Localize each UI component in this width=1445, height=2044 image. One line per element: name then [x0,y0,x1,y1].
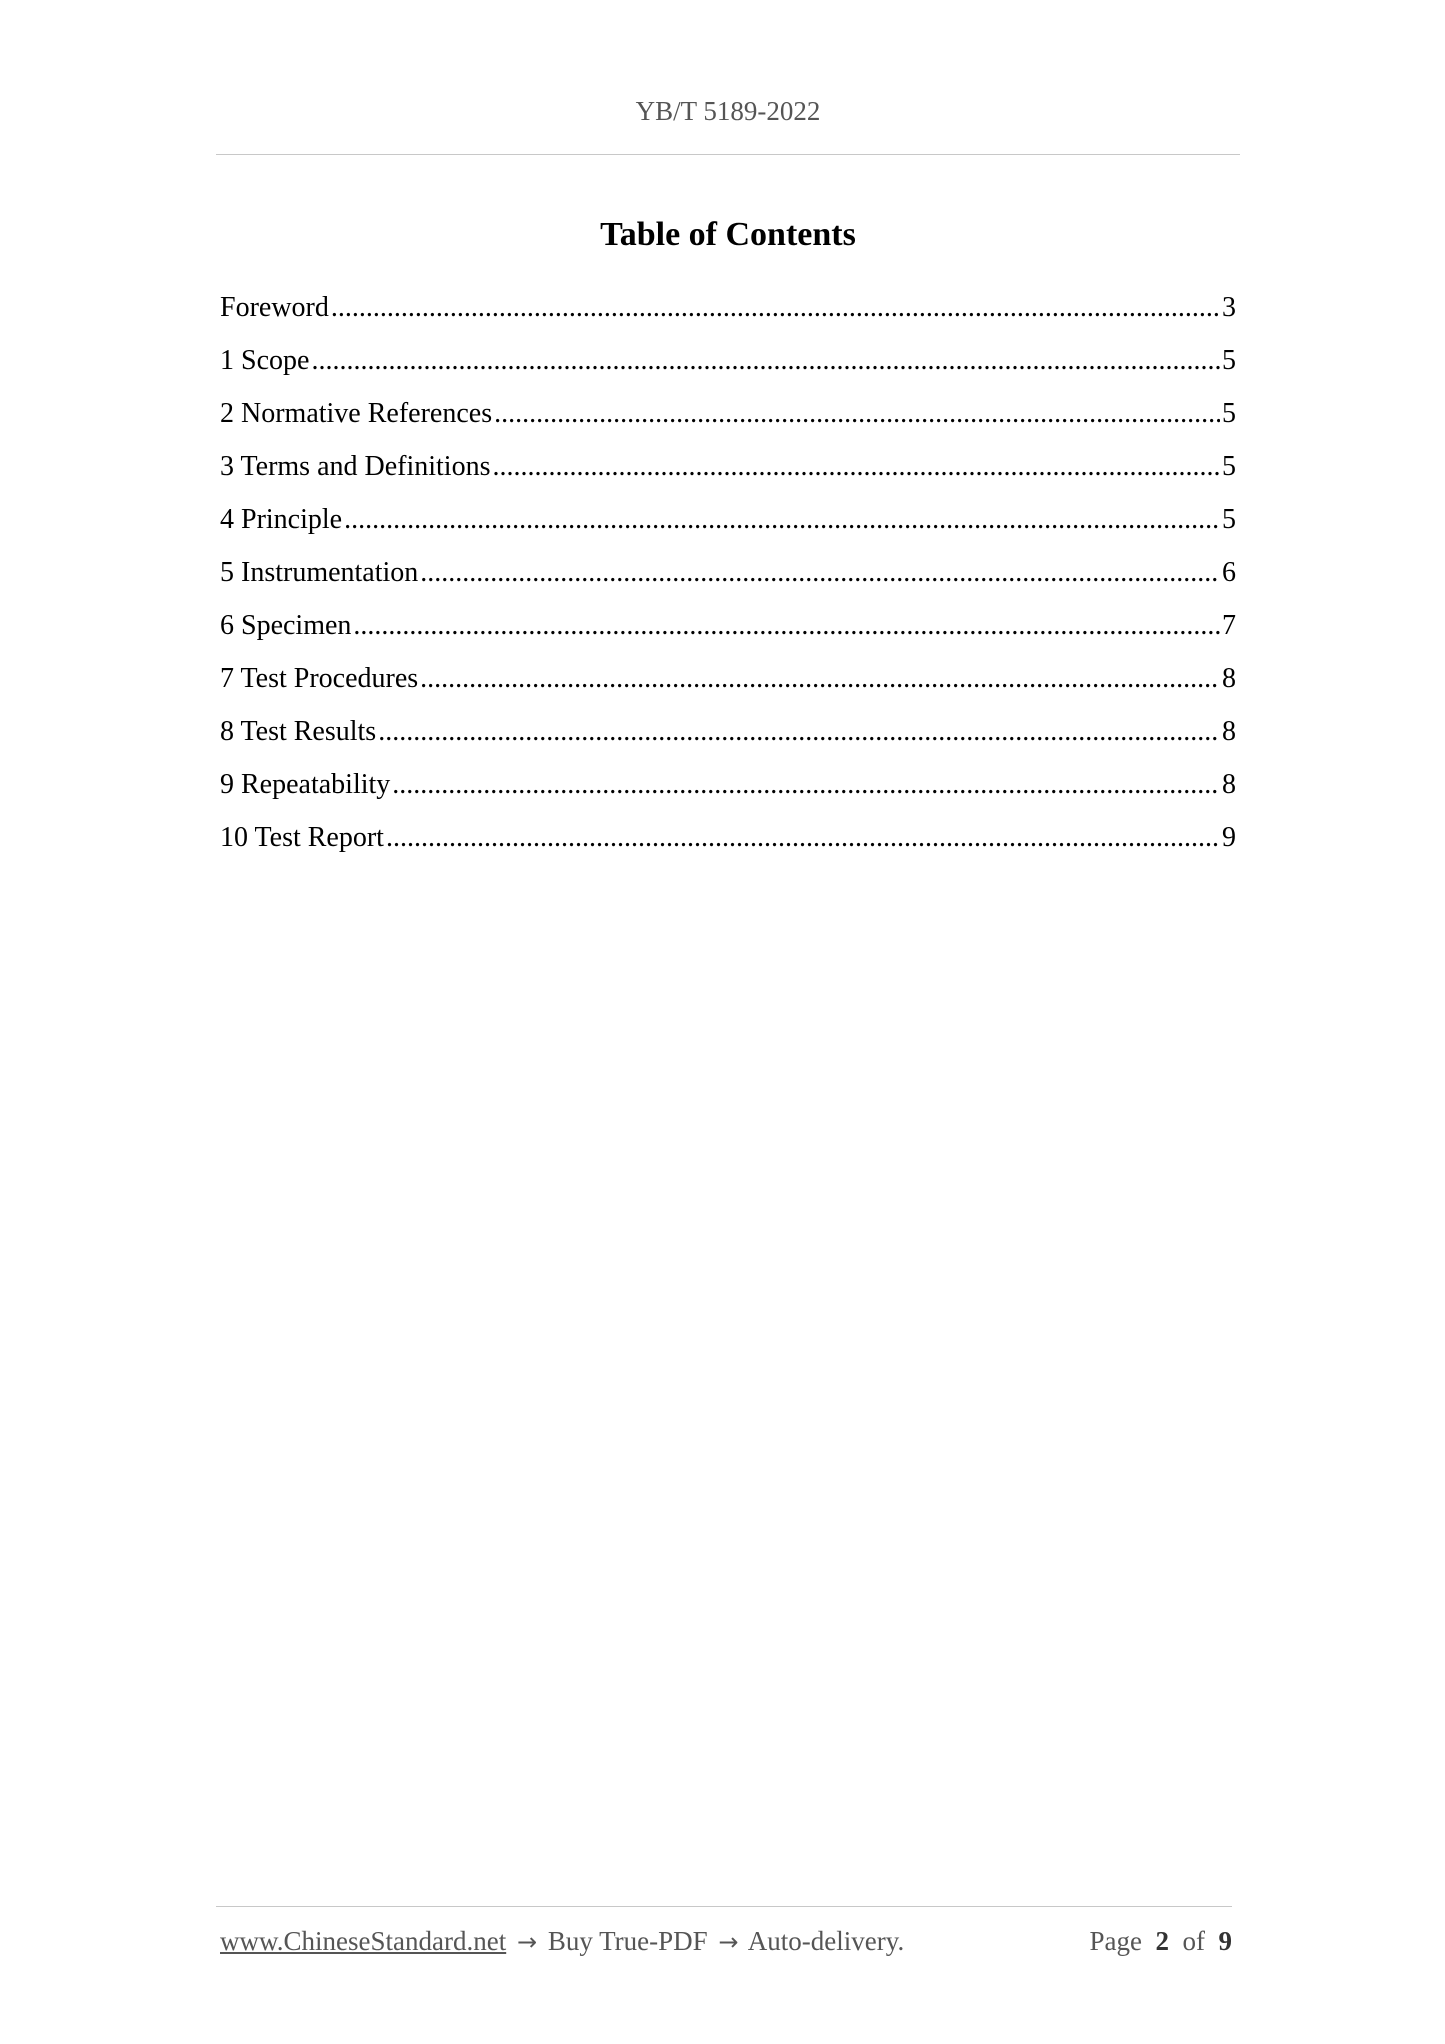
toc-entry-page: 5 [1222,504,1236,535]
toc-entry-label: 8 Test Results [220,716,377,747]
toc-entry-label: 7 Test Procedures [220,663,419,694]
toc-entry-page: 9 [1222,822,1236,853]
toc-entry-test-results[interactable] [220,714,1236,767]
toc-entry-repeatability[interactable] [220,767,1236,820]
toc-entry-test-report[interactable] [220,820,1236,873]
toc-entry-page: 7 [1222,610,1236,641]
of-word: of [1182,1926,1205,1956]
toc-dot-leader [378,714,1220,750]
toc-dot-leader [311,343,1220,379]
toc-title: Table of Contents [600,216,856,253]
toc-entry-principle[interactable] [220,502,1236,555]
document-code: YB/T 5189-2022 [635,96,821,126]
buy-true-pdf-text: Buy True-PDF [547,1926,708,1956]
toc-dot-leader [420,555,1220,591]
toc-entry-page: 8 [1222,769,1236,800]
toc-entry-page: 5 [1222,451,1236,482]
toc-dot-leader [494,396,1220,432]
toc-entry-label: Foreword [220,292,329,323]
footer-promo [220,1928,904,1955]
toc-entry-normative-references[interactable] [220,396,1236,449]
toc-dot-leader [492,449,1220,485]
toc-dot-leader [386,820,1220,856]
page-number [1090,1928,1232,1955]
site-link[interactable]: www.ChineseStandard.net [220,1926,507,1956]
toc-entry-terms-and-definitions[interactable] [220,449,1236,502]
toc-entry-page: 6 [1222,557,1236,588]
toc-dot-leader [331,290,1220,326]
right-arrow-icon: → [718,1928,739,1956]
toc-entry-instrumentation[interactable] [220,555,1236,608]
toc-entry-page: 5 [1222,398,1236,429]
toc-list [220,290,1236,873]
toc-dot-leader [344,502,1220,538]
toc-entry-label: 5 Instrumentation [220,557,419,588]
toc-entry-page: 3 [1222,292,1236,323]
right-arrow-icon: → [516,1928,538,1956]
toc-entry-label: 6 Specimen [220,610,352,641]
toc-entry-specimen[interactable] [220,608,1236,661]
toc-entry-label: 1 Scope [220,345,310,376]
toc-entry-label: 3 Terms and Definitions [220,451,491,482]
toc-dot-leader [392,767,1220,803]
toc-entry-scope[interactable] [220,343,1236,396]
toc-entry-foreword[interactable] [220,290,1236,343]
toc-dot-leader [353,608,1220,644]
page-header [216,98,1240,125]
toc-entry-page: 8 [1222,716,1236,747]
toc-entry-label: 10 Test Report [220,822,384,853]
footer-divider [216,1906,1232,1907]
current-page: 2 [1155,1926,1169,1956]
toc-entry-label: 2 Normative References [220,398,493,429]
auto-delivery-text: Auto-delivery. [747,1926,905,1956]
toc-entry-page: 8 [1222,663,1236,694]
page-word: Page [1089,1926,1142,1956]
total-pages: 9 [1218,1926,1232,1956]
header-divider [216,154,1240,155]
toc-entry-test-procedures[interactable] [220,661,1236,714]
toc-entry-page: 5 [1222,345,1236,376]
toc-dot-leader [420,661,1220,697]
toc-entry-label: 4 Principle [220,504,343,535]
toc-entry-label: 9 Repeatability [220,769,391,800]
